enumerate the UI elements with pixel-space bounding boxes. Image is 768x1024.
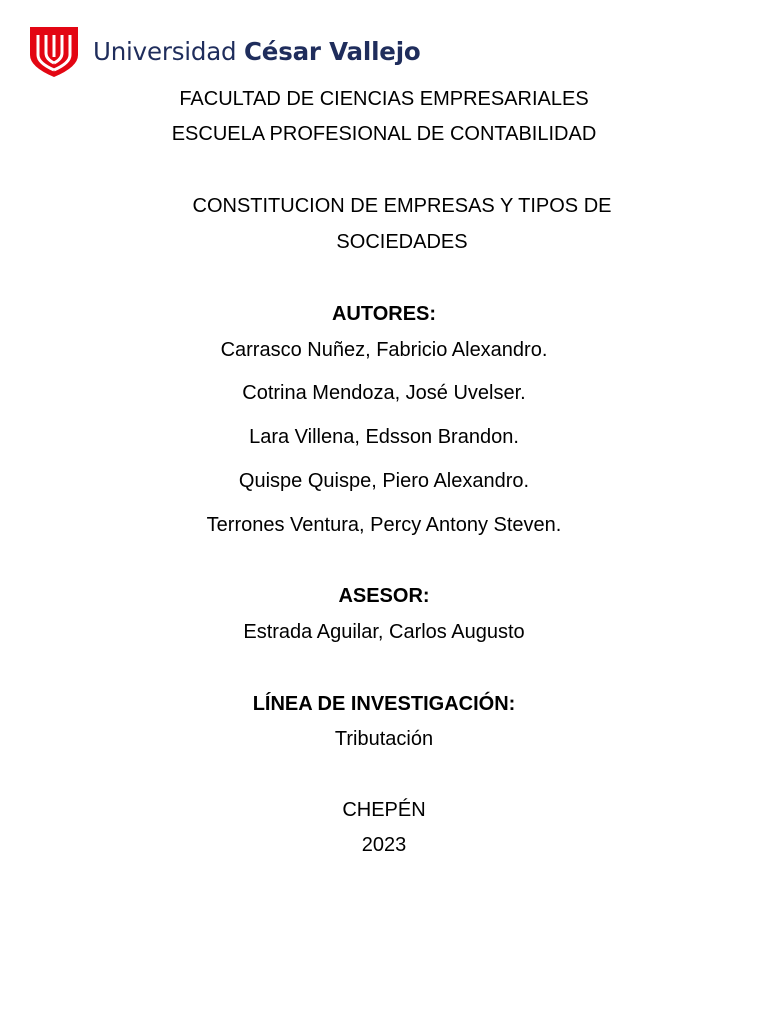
year: 2023 xyxy=(361,834,407,856)
advisor-heading: ASESOR: xyxy=(338,585,430,607)
author-2: Cotrina Mendoza, José Uvelser. xyxy=(242,382,526,404)
thesis-title-line-2: SOCIEDADES xyxy=(336,231,468,253)
research-line-heading: LÍNEA DE INVESTIGACIÓN: xyxy=(252,693,516,715)
author-5: Terrones Ventura, Percy Antony Steven. xyxy=(206,514,562,536)
university-shield-icon xyxy=(30,25,78,77)
author-3: Lara Villena, Edsson Brandon. xyxy=(249,426,519,448)
authors-heading: AUTORES: xyxy=(331,303,437,325)
school-name: ESCUELA PROFESIONAL DE CONTABILIDAD xyxy=(171,123,597,145)
author-4: Quispe Quispe, Piero Alexandro. xyxy=(238,470,530,492)
university-name-regular: Universidad xyxy=(93,36,237,66)
thesis-title-line-1: CONSTITUCION DE EMPRESAS Y TIPOS DE xyxy=(192,195,612,217)
faculty-name: FACULTAD DE CIENCIAS EMPRESARIALES xyxy=(179,88,589,110)
university-name-bold: César Vallejo xyxy=(244,36,421,66)
research-line-value: Tributación xyxy=(334,728,434,750)
university-logo xyxy=(30,24,421,78)
author-1: Carrasco Nuñez, Fabricio Alexandro. xyxy=(220,339,548,361)
city: CHEPÉN xyxy=(342,799,426,821)
university-name xyxy=(93,37,421,66)
advisor-name: Estrada Aguilar, Carlos Augusto xyxy=(243,621,525,643)
